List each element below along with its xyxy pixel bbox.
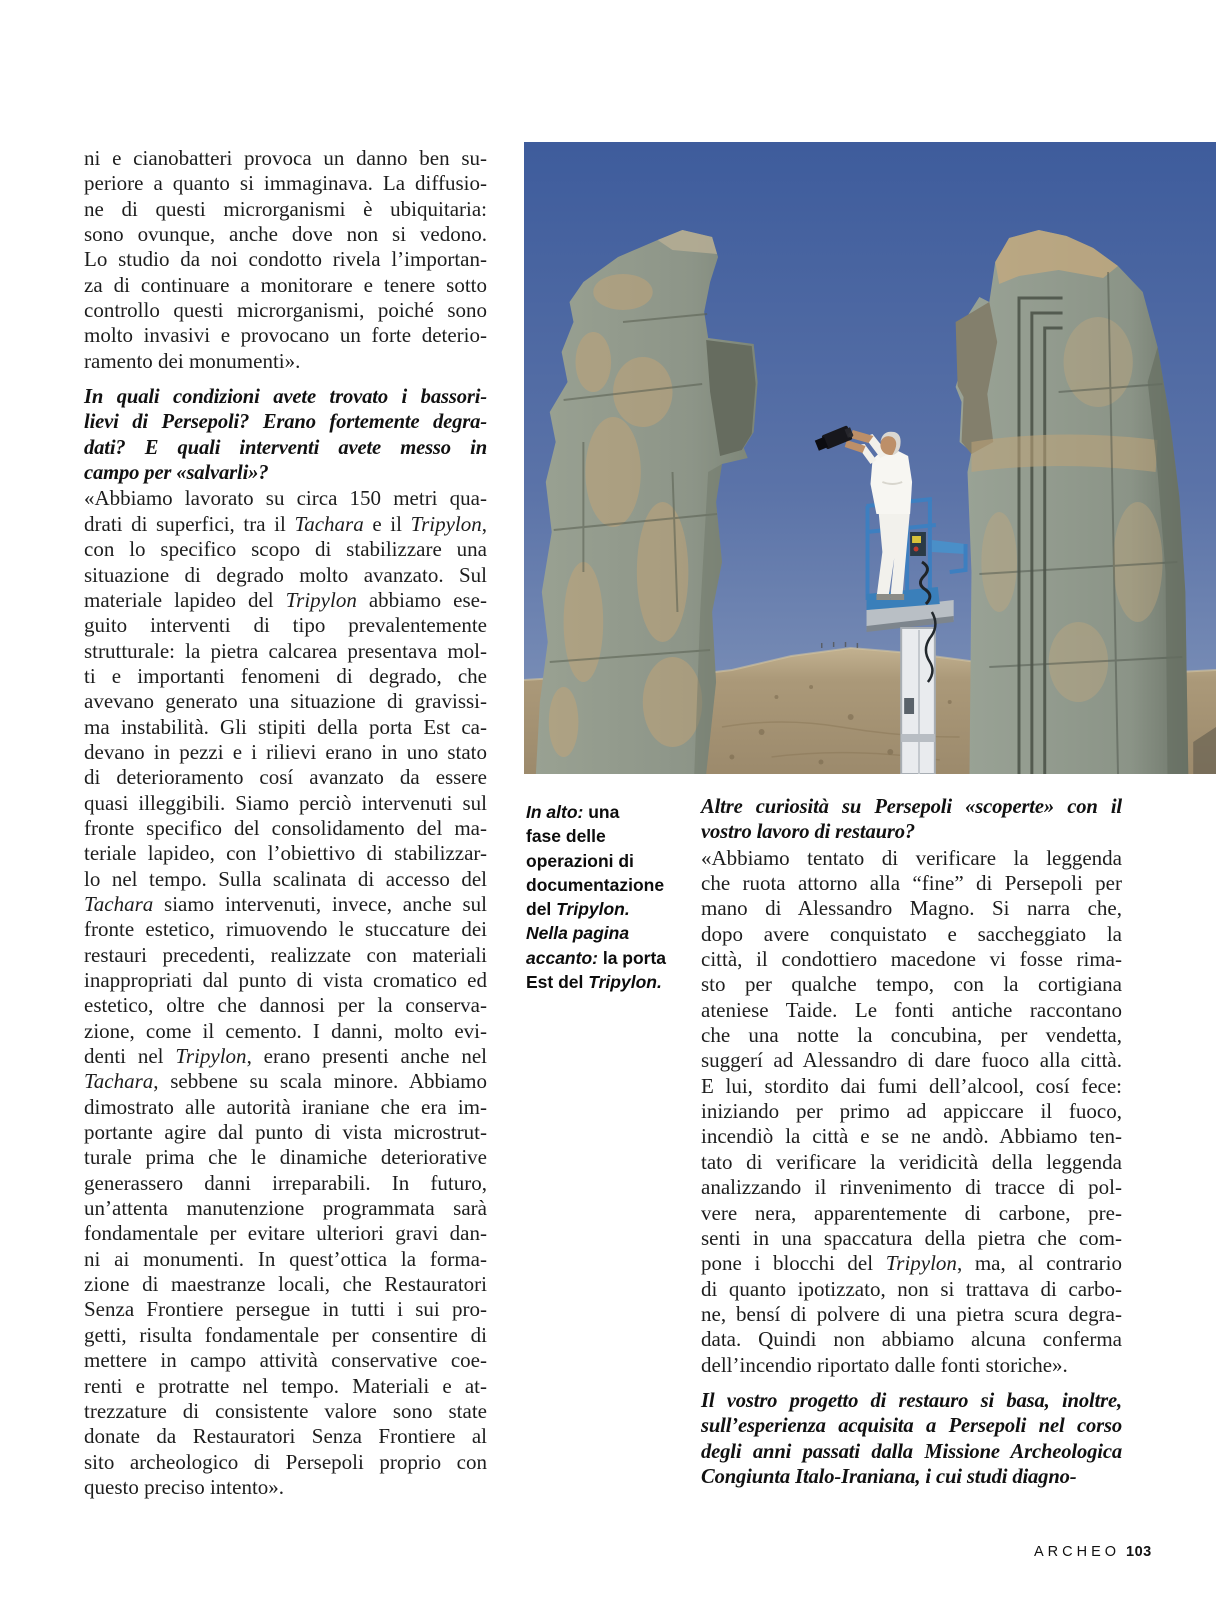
text-line: quasi illeggibili. Siamo perciò intervenuti sul: [84, 790, 487, 815]
text-line: tato di verificare la veridicità della leggenda: [701, 1149, 1122, 1174]
text-line: incendiò la città e se ne andò. Abbiamo ten-: [701, 1124, 1122, 1149]
photo-caption: [526, 800, 686, 994]
text-line: sull’esperienza acquisita a Persepoli nel corso: [701, 1415, 1122, 1438]
text-line: analizzando il rinvenimento di tracce di pol-: [701, 1175, 1122, 1200]
text-line: dopo avere conquistato e saccheggiato la: [701, 921, 1122, 946]
text-line: Tachara, sebbene su scala minore. Abbiamo: [84, 1069, 487, 1094]
interview-answer-1: [84, 486, 487, 1500]
text-line: fronte specifico del consolidamento del ma-: [84, 815, 487, 840]
interview-question-3: [701, 1389, 1122, 1490]
text-line: devano in pezzi e i rilievi erano in uno stato: [84, 739, 487, 764]
text-line: sto per qualche tempo, con la cortigiana: [701, 972, 1122, 997]
interview-answer-2: [701, 846, 1122, 1378]
text-line: iniziando per primo ad appiccare il fuoco,: [701, 1099, 1122, 1124]
text-line: inappropriati dal punto di vista cromatico ed: [84, 968, 487, 992]
text-line: trezzature di consistente valore sono state: [84, 1398, 487, 1423]
text-line: periore a quanto si immaginava. La diffusio-: [84, 171, 487, 196]
text-line: ne, bensí di polvere di una pietra scura degra-: [701, 1301, 1122, 1326]
text-line: «Abbiamo lavorato su circa 150 metri qua-: [84, 486, 487, 511]
text-line: guito interventi di tipo prevalentemente: [84, 613, 487, 638]
text-line: zione, come il cemento. I danni, molto evi-: [84, 1018, 487, 1043]
text-line: In alto: una: [526, 802, 620, 822]
text-line: sono ovunque, anche dove non si vedono.: [84, 222, 487, 247]
text-line: fase delle: [526, 826, 606, 847]
text-line: ni e cianobatteri provoca un danno ben su-: [84, 146, 487, 170]
text-line: «Abbiamo tentato di verificare la leggenda: [701, 845, 1122, 870]
text-line: turale prima che le dinamiche deteriorative: [84, 1145, 487, 1170]
text-line: In quali condizioni avete trovato i bassori-: [84, 386, 487, 409]
text-line: molto invasivi e provocano un forte deterio-: [84, 323, 487, 348]
page-footer: [1034, 1544, 1152, 1560]
photo-illustration: [524, 142, 1216, 774]
text-line: Nella pagina: [526, 923, 630, 944]
text-line: Senza Frontiere persegue in tutti i sui pro-: [84, 1297, 487, 1322]
text-line: vostro lavoro di restauro?: [701, 821, 916, 844]
right-column: [701, 795, 1122, 1490]
text-line: situazione di degrado molto avanzato. Sul: [84, 562, 487, 587]
text-line: teriale lapideo, con l’obiettivo di stabilizzar-: [84, 841, 487, 866]
interview-question-2: [701, 795, 1122, 846]
text-line: di deterioramento cosí avanzato da essere: [84, 765, 487, 790]
text-line: fondamentale per evitare ulteriori gravi dan-: [84, 1221, 487, 1246]
text-line: degli anni passati dalla Missione Archeologica: [701, 1440, 1122, 1463]
text-line: materiale lapideo del Tripylon abbiamo ese-: [84, 587, 487, 612]
interview-question-1: [84, 385, 487, 486]
wrist-watch: [848, 433, 853, 438]
text-line: mano di Alessandro Magno. Si narra che,: [701, 896, 1122, 921]
text-line: strutturale: la pietra calcarea presentava mol-: [84, 638, 487, 663]
text-line: estetico, oltre che dannosi per la conserva-: [84, 993, 487, 1018]
text-line: un’attenta manutenzione programmata sarà: [84, 1196, 487, 1221]
text-line: Tachara siamo intervenuti, invece, anche sul: [84, 891, 487, 916]
text-line: accanto: la porta: [526, 947, 667, 968]
text-line: zione di maestranze locali, che Restauratori: [84, 1272, 487, 1297]
text-line: drati di superfici, tra il Tachara e il Tripylon,: [84, 511, 487, 536]
text-line: città, il condottiero macedone vi fosse rima-: [701, 947, 1122, 972]
text-line: Altre curiosità su Persepoli «scoperte» con il: [701, 796, 1122, 818]
photo-tripylon-documentation: [524, 142, 1216, 774]
text-line: portante agire dal punto di vista microstrut-: [84, 1120, 487, 1145]
text-line: ti e importanti fenomeni di degrado, che: [84, 663, 487, 688]
text-line: Est del Tripylon.: [526, 972, 662, 993]
text-line: suggerí ad Alessandro di dare fuoco alla città.: [701, 1048, 1122, 1073]
left-column: [84, 146, 487, 1500]
text-line: restauri precedenti, realizzate con materiali: [84, 942, 487, 967]
text-line: operazioni di: [526, 850, 634, 871]
text-line: che una notte la concubina, per vendetta,: [701, 1023, 1122, 1048]
text-line: Il vostro progetto di restauro si basa, inoltre,: [701, 1389, 1122, 1412]
text-line: questo preciso intento».: [84, 1474, 285, 1499]
text-line: generassero danni irreparabili. In futuro,: [84, 1170, 487, 1195]
text-line: campo per «salvarli»?: [84, 462, 269, 485]
text-line: denti nel Tripylon, erano presenti anche nel: [84, 1044, 487, 1069]
text-line: ne di questi microrganismi è ubiquitaria:: [84, 196, 487, 221]
text-line: controllo questi microrganismi, poiché sono: [84, 298, 487, 323]
text-line: vere nera, apparentemente di carbone, pre-: [701, 1200, 1122, 1225]
text-line: documentazione: [526, 874, 665, 895]
paragraph-gap: [701, 1378, 1122, 1389]
basket-control-panel: [910, 532, 926, 556]
magazine-name: ARCHEO: [1034, 1544, 1121, 1560]
text-line: dell’incendio riportato dalle fonti storiche».: [701, 1352, 1068, 1377]
text-line: lievi di Persepoli? Erano fortemente degra-: [84, 411, 487, 434]
text-line: dimostrato alle autorità iraniane che era im-: [84, 1094, 487, 1119]
text-line: data. Quindi non abbiamo alcuna conferma: [701, 1327, 1122, 1352]
text-line: del Tripylon.: [526, 899, 630, 920]
text-line: pone i blocchi del Tripylon, ma, al contrario: [701, 1251, 1123, 1276]
text-line: Congiunta Italo-Iraniana, i cui studi diagno-: [701, 1465, 1077, 1488]
paragraph-microorganisms: [84, 146, 487, 374]
page-number: 103: [1126, 1544, 1152, 1560]
text-line: lo nel tempo. Sulla scalinata di accesso del: [84, 866, 487, 891]
text-line: che ruota attorno alla “fine” di Persepoli per: [701, 871, 1122, 896]
text-line: Lo studio da noi condotto rivela l’importan-: [84, 247, 487, 272]
text-line: sito archeologico di Persepoli proprio con: [84, 1449, 487, 1474]
text-line: di quanto ipotizzato, non si trattava di carbo-: [701, 1276, 1122, 1301]
text-line: ni ai monumenti. In quest’ottica la forma-: [84, 1246, 487, 1271]
text-line: getti, risulta fondamentale per consentire di: [84, 1322, 487, 1347]
text-line: E lui, stordito dai fumi dell’alcool, cosí fece:: [701, 1073, 1122, 1098]
text-line: con lo specifico scopo di stabilizzare una: [84, 537, 487, 562]
restorer-torso: [870, 448, 912, 514]
text-line: ma instabilità. Gli stipiti della porta Est ca-: [84, 714, 487, 739]
text-line: renti e protratte nel tempo. Materiali e at-: [84, 1373, 487, 1398]
paragraph-gap: [84, 374, 487, 385]
text-line: ateniese Taide. Le fonti antiche raccontano: [701, 997, 1122, 1022]
text-line: ramento dei monumenti».: [84, 348, 301, 373]
text-line: za di continuare a monitorare e tenere sotto: [84, 272, 487, 297]
text-line: avevano generato una situazione di gravissi-: [84, 689, 487, 714]
text-line: dati? E quali interventi avete messo in: [84, 436, 487, 459]
text-line: senti in una spaccatura della pietra che com-: [701, 1225, 1122, 1250]
text-line: mettere in campo attività conservative coe-: [84, 1348, 487, 1373]
text-line: fronte estetico, rimuovendo le stuccature dei: [84, 917, 487, 942]
text-line: donate da Restauratori Senza Frontiere al: [84, 1424, 487, 1449]
